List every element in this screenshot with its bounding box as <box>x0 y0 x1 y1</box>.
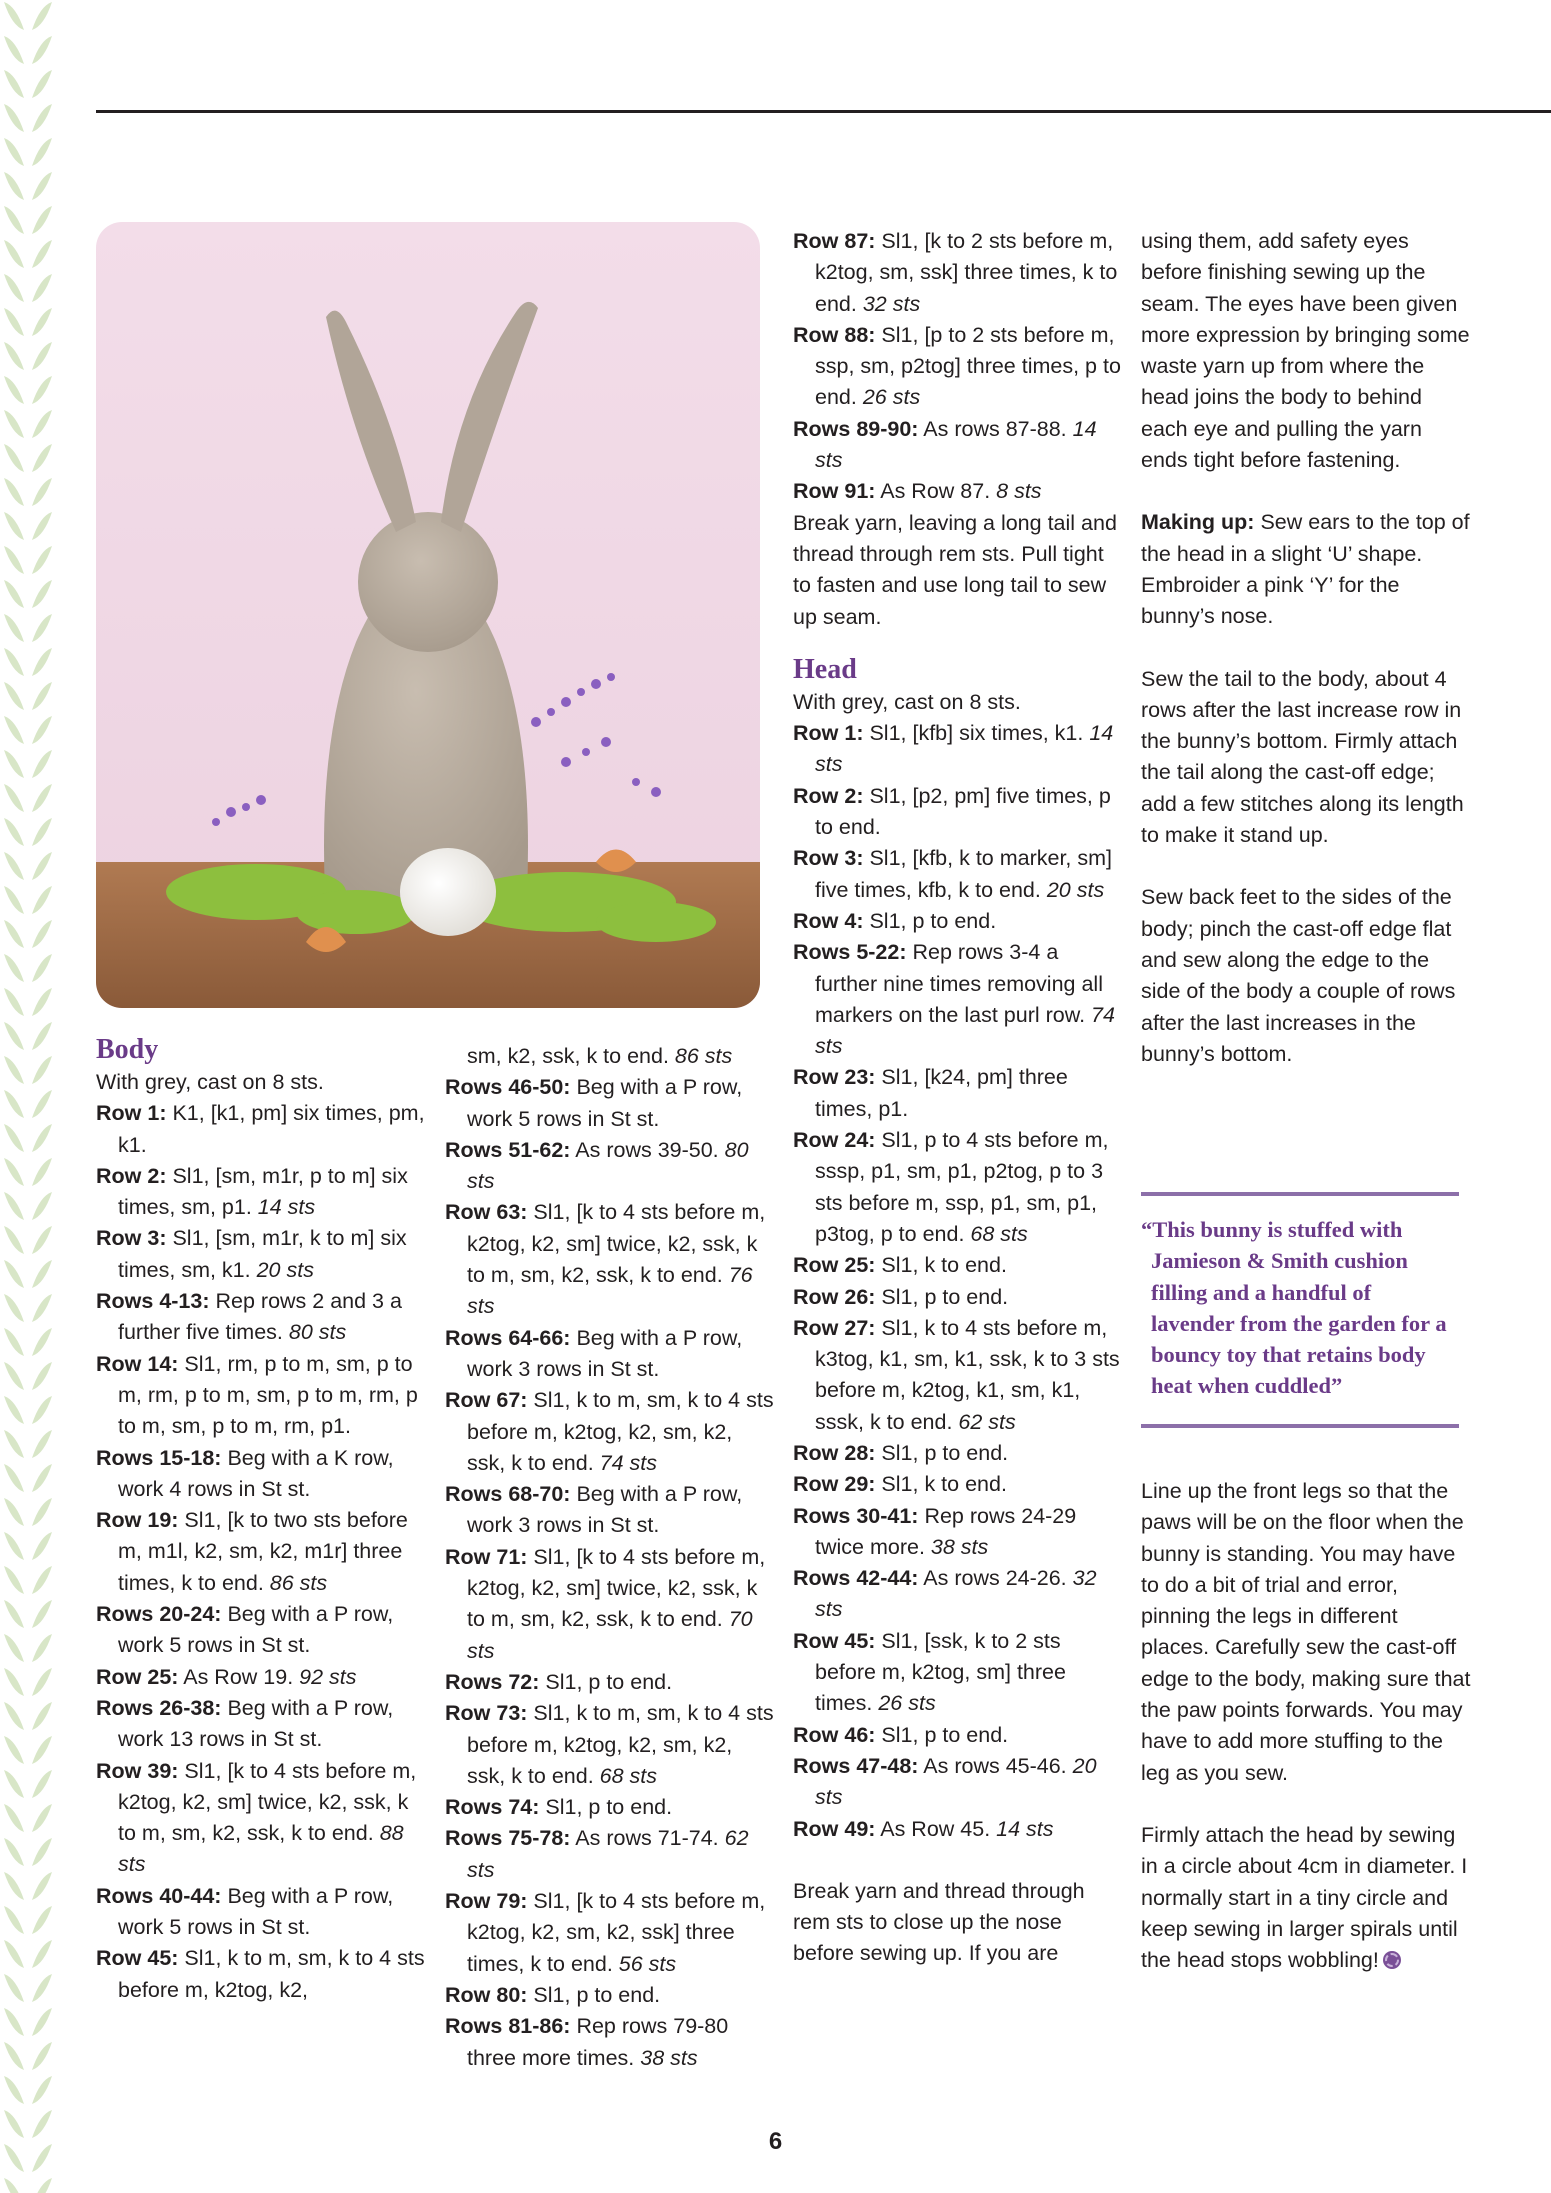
row-instruction: Sl1, [k to 4 sts before m, k2tog, k2, sm] twice, k2, ssk, k to m, sm, k2, ssk, k to end. <box>467 1200 766 1288</box>
stitch-count: 88 sts <box>118 1821 404 1877</box>
row-label: Rows 26-38: <box>96 1695 222 1720</box>
pattern-row <box>96 1943 426 2006</box>
pattern-row <box>445 1542 775 1667</box>
row-label: Rows 74: <box>445 1795 540 1820</box>
stitch-count: 20 sts <box>256 1257 314 1282</box>
row-label: Rows 4-13: <box>96 1289 210 1314</box>
tail-paragraph: Sew the tail to the body, about 4 rows after the last increase row in the bunny’s bottom. Firmly attach the tail along the cast-off edge; add a few stitches along its length to make it stand up. <box>1141 666 1464 848</box>
row-label: Rows 40-44: <box>96 1883 222 1908</box>
row-instruction: Sl1, p to end. <box>545 1795 673 1820</box>
row-label: Rows 72: <box>445 1669 540 1694</box>
pattern-row <box>793 1469 1123 1500</box>
row-label: Rows 15-18: <box>96 1445 222 1470</box>
stitch-count: 74 sts <box>599 1450 658 1475</box>
stitch-count: 68 sts <box>970 1221 1028 1246</box>
stitch-count: 56 sts <box>618 1951 677 1976</box>
pattern-row <box>96 1286 426 1349</box>
row-instruction: As rows 45-46. <box>923 1753 1067 1778</box>
pattern-row <box>445 1135 775 1198</box>
row-label: Row 23: <box>793 1065 876 1090</box>
row-label: Row 91: <box>793 479 876 504</box>
row-label: Row 67: <box>445 1388 528 1413</box>
pattern-row <box>793 718 1123 781</box>
row-instruction: Sl1, p to end. <box>881 1284 1009 1309</box>
row-instruction: Sl1, [k24, pm] three times, p1. <box>815 1065 1068 1121</box>
stitch-count: 70 sts <box>467 1607 753 1663</box>
pattern-row <box>793 1563 1123 1626</box>
row-instruction: Beg with a P row, work 3 rows in St st. <box>467 1482 743 1538</box>
stitch-count: 80 sts <box>288 1320 347 1345</box>
row-instruction: As Row 45. <box>880 1816 991 1841</box>
row-label: Row 39: <box>96 1758 179 1783</box>
row-label: Row 71: <box>445 1544 528 1569</box>
row-instruction: Sl1, p to end. <box>545 1669 673 1694</box>
row-label: Rows 46-50: <box>445 1075 571 1100</box>
pattern-row <box>793 906 1123 937</box>
pattern-row <box>96 1693 426 1756</box>
stitch-count: 62 sts <box>958 1409 1016 1434</box>
row-instruction: As rows 39-50. <box>575 1137 719 1162</box>
pattern-row <box>445 1072 775 1135</box>
row-instruction: Sl1, [kfb, k to marker, sm] five times, kfb, k to end. <box>815 846 1113 902</box>
pattern-row <box>793 1720 1123 1751</box>
pattern-row <box>445 1667 775 1698</box>
row-instruction: Sl1, p to end. <box>533 1982 661 2007</box>
row-instruction: Sl1, [k to 4 sts before m, k2tog, k2, sm] twice, k2, ssk, k to m, sm, k2, ssk, k to end. <box>467 1544 766 1632</box>
row-label: Rows 51-62: <box>445 1137 571 1162</box>
pattern-row <box>793 476 1123 507</box>
stitch-count: 38 sts <box>930 1534 989 1559</box>
stitch-count: 8 sts <box>996 479 1042 504</box>
row-label: Rows 89-90: <box>793 416 919 441</box>
pattern-row <box>793 843 1123 906</box>
row-instruction: As rows 71-74. <box>575 1826 719 1851</box>
row-instruction: Sl1, [k to two sts before m, m1l, k2, sm, k2, m1r] three times, k to end. <box>118 1508 408 1595</box>
stitch-count: 14 sts <box>257 1195 316 1220</box>
pattern-row <box>793 1751 1123 1814</box>
eyes-paragraph: using them, add safety eyes before finishing sewing up the seam. The eyes have been given more expression by bringing some waste yarn up from where the head joins the body to behind each eye and pulling the yarn ends tight before fastening. <box>1141 229 1470 473</box>
pattern-row <box>793 1626 1123 1720</box>
pattern-row <box>445 1698 775 1792</box>
row-label: Row 1: <box>793 721 864 746</box>
yarn-ball-icon <box>1383 1951 1401 1969</box>
pattern-row <box>445 1980 775 2011</box>
row-label: Row 3: <box>793 846 864 871</box>
row-continuation: sm, k2, ssk, k to end. 86 sts <box>467 1044 733 1068</box>
row-label: Row 29: <box>793 1472 876 1497</box>
head-intro: With grey, cast on 8 sts. <box>793 689 1021 714</box>
row-instruction: Beg with a P row, work 3 rows in St st. <box>467 1325 743 1381</box>
row-label: Row 19: <box>96 1508 179 1533</box>
row-label: Row 46: <box>793 1722 876 1747</box>
row-label: Row 73: <box>445 1701 528 1726</box>
row-label: Row 27: <box>793 1315 876 1340</box>
row-instruction: Sl1, [p2, pm] five times, p to end. <box>815 783 1111 840</box>
row-label: Rows 68-70: <box>445 1482 571 1507</box>
pattern-row <box>96 1662 426 1693</box>
row-label: Row 45: <box>96 1946 179 1971</box>
row-label: Row 80: <box>445 1982 528 2007</box>
stitch-count: 14 sts <box>996 1816 1054 1841</box>
pattern-row <box>445 1792 775 1823</box>
body-rows-final <box>793 226 1123 508</box>
row-instruction: Sl1, k to 4 sts before m, k3tog, k1, sm, k1, ssk, k to 3 sts before m, k2tog, k1, sm, k1, sssk, k to end. <box>815 1315 1120 1434</box>
row-instruction: Sl1, k to m, sm, k to 4 sts before m, k2tog, k2, sm, k2, ssk, k to end. <box>467 1701 774 1788</box>
section-heading-body: Body <box>96 1034 159 1065</box>
stitch-count: 38 sts <box>640 2045 698 2070</box>
section-heading-head: Head <box>793 653 857 685</box>
row-label: Row 49: <box>793 1816 876 1841</box>
stitch-count: 68 sts <box>599 1763 658 1788</box>
pattern-row <box>793 320 1123 414</box>
row-label: Row 88: <box>793 322 876 347</box>
body-rows-continued <box>445 1072 775 2074</box>
head-attach-paragraph: Firmly attach the head by sewing in a circle about 4cm in diameter. I normally start in a tiny circle and keep sewing in larger spirals until the head stops wobbling! <box>1141 1822 1468 1973</box>
row-label: Rows 64-66: <box>445 1325 571 1350</box>
column-3 <box>793 226 1123 1970</box>
row-label: Rows 30-41: <box>793 1503 919 1528</box>
row-label: Rows 75-78: <box>445 1826 571 1851</box>
top-rule <box>96 110 1551 113</box>
stitch-count: 20 sts <box>815 1753 1097 1810</box>
stitch-count: 14 sts <box>815 721 1114 777</box>
stitch-count: 74 sts <box>815 1002 1115 1059</box>
pattern-row <box>445 2011 775 2074</box>
pattern-row <box>445 1823 775 1886</box>
row-label: Rows 42-44: <box>793 1566 919 1591</box>
row-instruction: Sl1, [p to 2 sts before m, ssp, sm, p2tog] three times, p to end. <box>815 322 1121 410</box>
row-label: Rows 81-86: <box>445 2014 571 2039</box>
stitch-count: 26 sts <box>878 1691 936 1716</box>
row-label: Rows 47-48: <box>793 1753 919 1778</box>
row-label: Rows 5-22: <box>793 940 907 965</box>
row-instruction: Sl1, k to m, sm, k to 4 sts before m, k2tog, k2, sm, k2, ssk, k to end. <box>467 1388 774 1475</box>
pattern-row <box>96 1349 426 1443</box>
row-instruction: Sl1, [kfb] six times, k1. <box>869 721 1084 746</box>
row-instruction: Sl1, p to end. <box>881 1722 1009 1747</box>
column-2 <box>445 1041 775 2074</box>
pattern-row <box>793 414 1123 477</box>
row-label: Row 79: <box>445 1889 528 1914</box>
row-instruction: Sl1, k to end. <box>881 1253 1007 1278</box>
row-instruction: Beg with a P row, work 13 rows in St st. <box>118 1695 394 1752</box>
stitch-count: 76 sts <box>467 1263 753 1319</box>
row-label: Row 1: <box>96 1101 167 1126</box>
making-up-label: Making up: <box>1141 510 1255 535</box>
pattern-row <box>793 1313 1123 1438</box>
row-label: Row 2: <box>793 783 864 808</box>
head-end-text: Break yarn and thread through rem sts to close up the nose before sewing up. If you are <box>793 1878 1085 1966</box>
stitch-count: 62 sts <box>467 1826 749 1882</box>
row-instruction: Sl1, [k to 4 sts before m, k2tog, k2, sm] twice, k2, ssk, k to m, sm, k2, ssk, k to end. <box>118 1758 417 1846</box>
row-instruction: Beg with a P row, work 5 rows in St st. <box>467 1075 743 1131</box>
row-instruction: As Row 87. <box>880 479 991 504</box>
row-instruction: Sl1, [ssk, k to 2 sts before m, k2tog, sm] three times. <box>815 1628 1066 1716</box>
row-label: Row 45: <box>793 1628 876 1653</box>
row-instruction: Sl1, [sm, m1r, k to m] six times, sm, k1. <box>118 1226 407 1282</box>
pattern-row <box>445 1323 775 1386</box>
stitch-count: 14 sts <box>815 416 1097 473</box>
pattern-row <box>445 1385 775 1479</box>
row-instruction: Sl1, [sm, m1r, p to m] six times, sm, p1. <box>118 1163 408 1220</box>
row-label: Row 24: <box>793 1128 876 1153</box>
row-instruction: Rep rows 24-29 twice more. <box>815 1503 1077 1559</box>
making-up-paragraph: Making up: Sew ears to the top of the head in a slight ‘U’ shape. Embroider a pink ‘Y’ for the bunny’s nose. <box>1141 510 1470 629</box>
quote-line-1: “This bunny is stuffed with <box>1141 1217 1403 1242</box>
back-feet-paragraph: Sew back feet to the sides of the body; pinch the cast-off edge flat and sew along the edge to the side of the body a couple of rows after the last increases in the bunny’s bottom. <box>1141 885 1456 1066</box>
row-label: Row 4: <box>793 908 864 933</box>
pattern-row <box>445 1197 775 1322</box>
stitch-count: 80 sts <box>467 1137 749 1194</box>
column-4-lower <box>1141 1476 1471 1976</box>
pattern-row <box>793 1062 1123 1125</box>
pattern-row <box>793 937 1123 1062</box>
front-legs-paragraph: Line up the front legs so that the paws will be on the floor when the bunny is standing. You may have to do a bit of trial and error, pinning the legs in different places. Carefully sew the cast-off edge to the body, making sure that the paw points forwards. You may have to add more stuffing to the leg as you sew. <box>1141 1479 1471 1785</box>
pattern-row <box>793 1250 1123 1281</box>
pattern-row <box>96 1443 426 1506</box>
row-instruction: Rep rows 3-4 a further nine times removing all markers on the last purl row. <box>815 940 1103 1027</box>
row-instruction: Sl1, rm, p to m, sm, p to m, rm, p to m, sm, p to m, rm, p to m, sm, p to m, rm, p1. <box>118 1351 418 1439</box>
row-instruction: Sl1, p to end. <box>881 1440 1009 1465</box>
row-instruction: Rep rows 79-80 three more times. <box>467 2014 729 2070</box>
stitch-count: 32 sts <box>815 1566 1097 1622</box>
row-label: Row 28: <box>793 1440 876 1465</box>
pattern-row <box>793 1125 1123 1250</box>
row-label: Rows 20-24: <box>96 1602 222 1627</box>
row-instruction: Sl1, p to end. <box>869 908 997 933</box>
row-instruction: As rows 87-88. <box>923 416 1067 441</box>
pattern-row <box>445 1886 775 1980</box>
pattern-row <box>96 1098 426 1161</box>
row-instruction: K1, [k1, pm] six times, pm, k1. <box>118 1101 425 1157</box>
page-number: 6 <box>768 2128 783 2155</box>
stitch-count: 86 sts <box>269 1570 328 1595</box>
row-label: Row 3: <box>96 1226 167 1251</box>
body-rows <box>96 1098 426 2006</box>
pattern-row <box>793 1282 1123 1313</box>
row-instruction: As Row 19. <box>183 1664 294 1689</box>
stitch-count: 32 sts <box>862 291 921 316</box>
stitch-count: 92 sts <box>299 1664 357 1689</box>
knit-stitch-border <box>0 0 56 2193</box>
pattern-row <box>96 1505 426 1599</box>
quote-rule-bottom <box>1141 1424 1459 1428</box>
stitch-count: 26 sts <box>862 385 921 410</box>
pattern-row <box>96 1223 426 1286</box>
row-label: Row 63: <box>445 1200 528 1225</box>
row-instruction: Beg with a K row, work 4 rows in St st. <box>118 1445 394 1501</box>
pattern-row <box>445 1479 775 1542</box>
pattern-row <box>96 1756 426 1881</box>
row-instruction: Sl1, [k to 2 sts before m, k2tog, sm, ssk] three times, k to end. <box>815 229 1118 316</box>
row-label: Row 25: <box>96 1664 179 1689</box>
quote-rule-top <box>1141 1192 1459 1196</box>
row-instruction: Sl1, [k to 4 sts before m, k2tog, k2, sm, k2, ssk] three times, k to end. <box>467 1889 766 1976</box>
row-label: Row 25: <box>793 1253 876 1278</box>
row-label: Row 14: <box>96 1351 179 1376</box>
row-instruction: Beg with a P row, work 5 rows in St st. <box>118 1883 394 1940</box>
pattern-row <box>793 1814 1123 1845</box>
quote-text: Jamieson & Smith cushion filling and a handful of lavender from the garden for a bouncy toy that retains body heat when cuddled” <box>1151 1248 1447 1399</box>
row-instruction: Sl1, k to m, sm, k to 4 sts before m, k2tog, k2, <box>118 1946 425 2002</box>
row-label: Row 2: <box>96 1163 167 1188</box>
row-instruction: As rows 24-26. <box>923 1566 1067 1591</box>
stitch-count: 20 sts <box>1046 877 1105 902</box>
pattern-row <box>793 226 1123 320</box>
row-instruction: Sl1, p to 4 sts before m, sssp, p1, sm, p1, p2tog, p to 3 sts before m, ssp, p1, sm, p1, p3tog, p to end. <box>815 1128 1109 1246</box>
column-1 <box>96 1033 426 2006</box>
row-instruction: Sl1, k to end. <box>881 1472 1007 1497</box>
row-label: Row 26: <box>793 1284 876 1309</box>
pattern-row <box>793 1438 1123 1469</box>
bunny-photo <box>96 222 760 1008</box>
pattern-row <box>96 1881 426 1944</box>
pattern-row <box>793 781 1123 844</box>
pattern-row <box>793 1501 1123 1564</box>
row-label: Row 87: <box>793 229 876 253</box>
pattern-row <box>96 1599 426 1662</box>
pattern-row <box>96 1161 426 1224</box>
column-4 <box>1141 226 1471 1070</box>
body-intro: With grey, cast on 8 sts. <box>96 1070 324 1094</box>
head-rows <box>793 718 1123 1845</box>
row-instruction: Beg with a P row, work 5 rows in St st. <box>118 1602 394 1658</box>
row-instruction: Rep rows 2 and 3 a further five times. <box>118 1289 402 1345</box>
break-yarn-text: Break yarn, leaving a long tail and thread through rem sts. Pull tight to fasten and use long tail to sew up seam. <box>793 510 1117 629</box>
pull-quote <box>1141 1192 1459 1428</box>
